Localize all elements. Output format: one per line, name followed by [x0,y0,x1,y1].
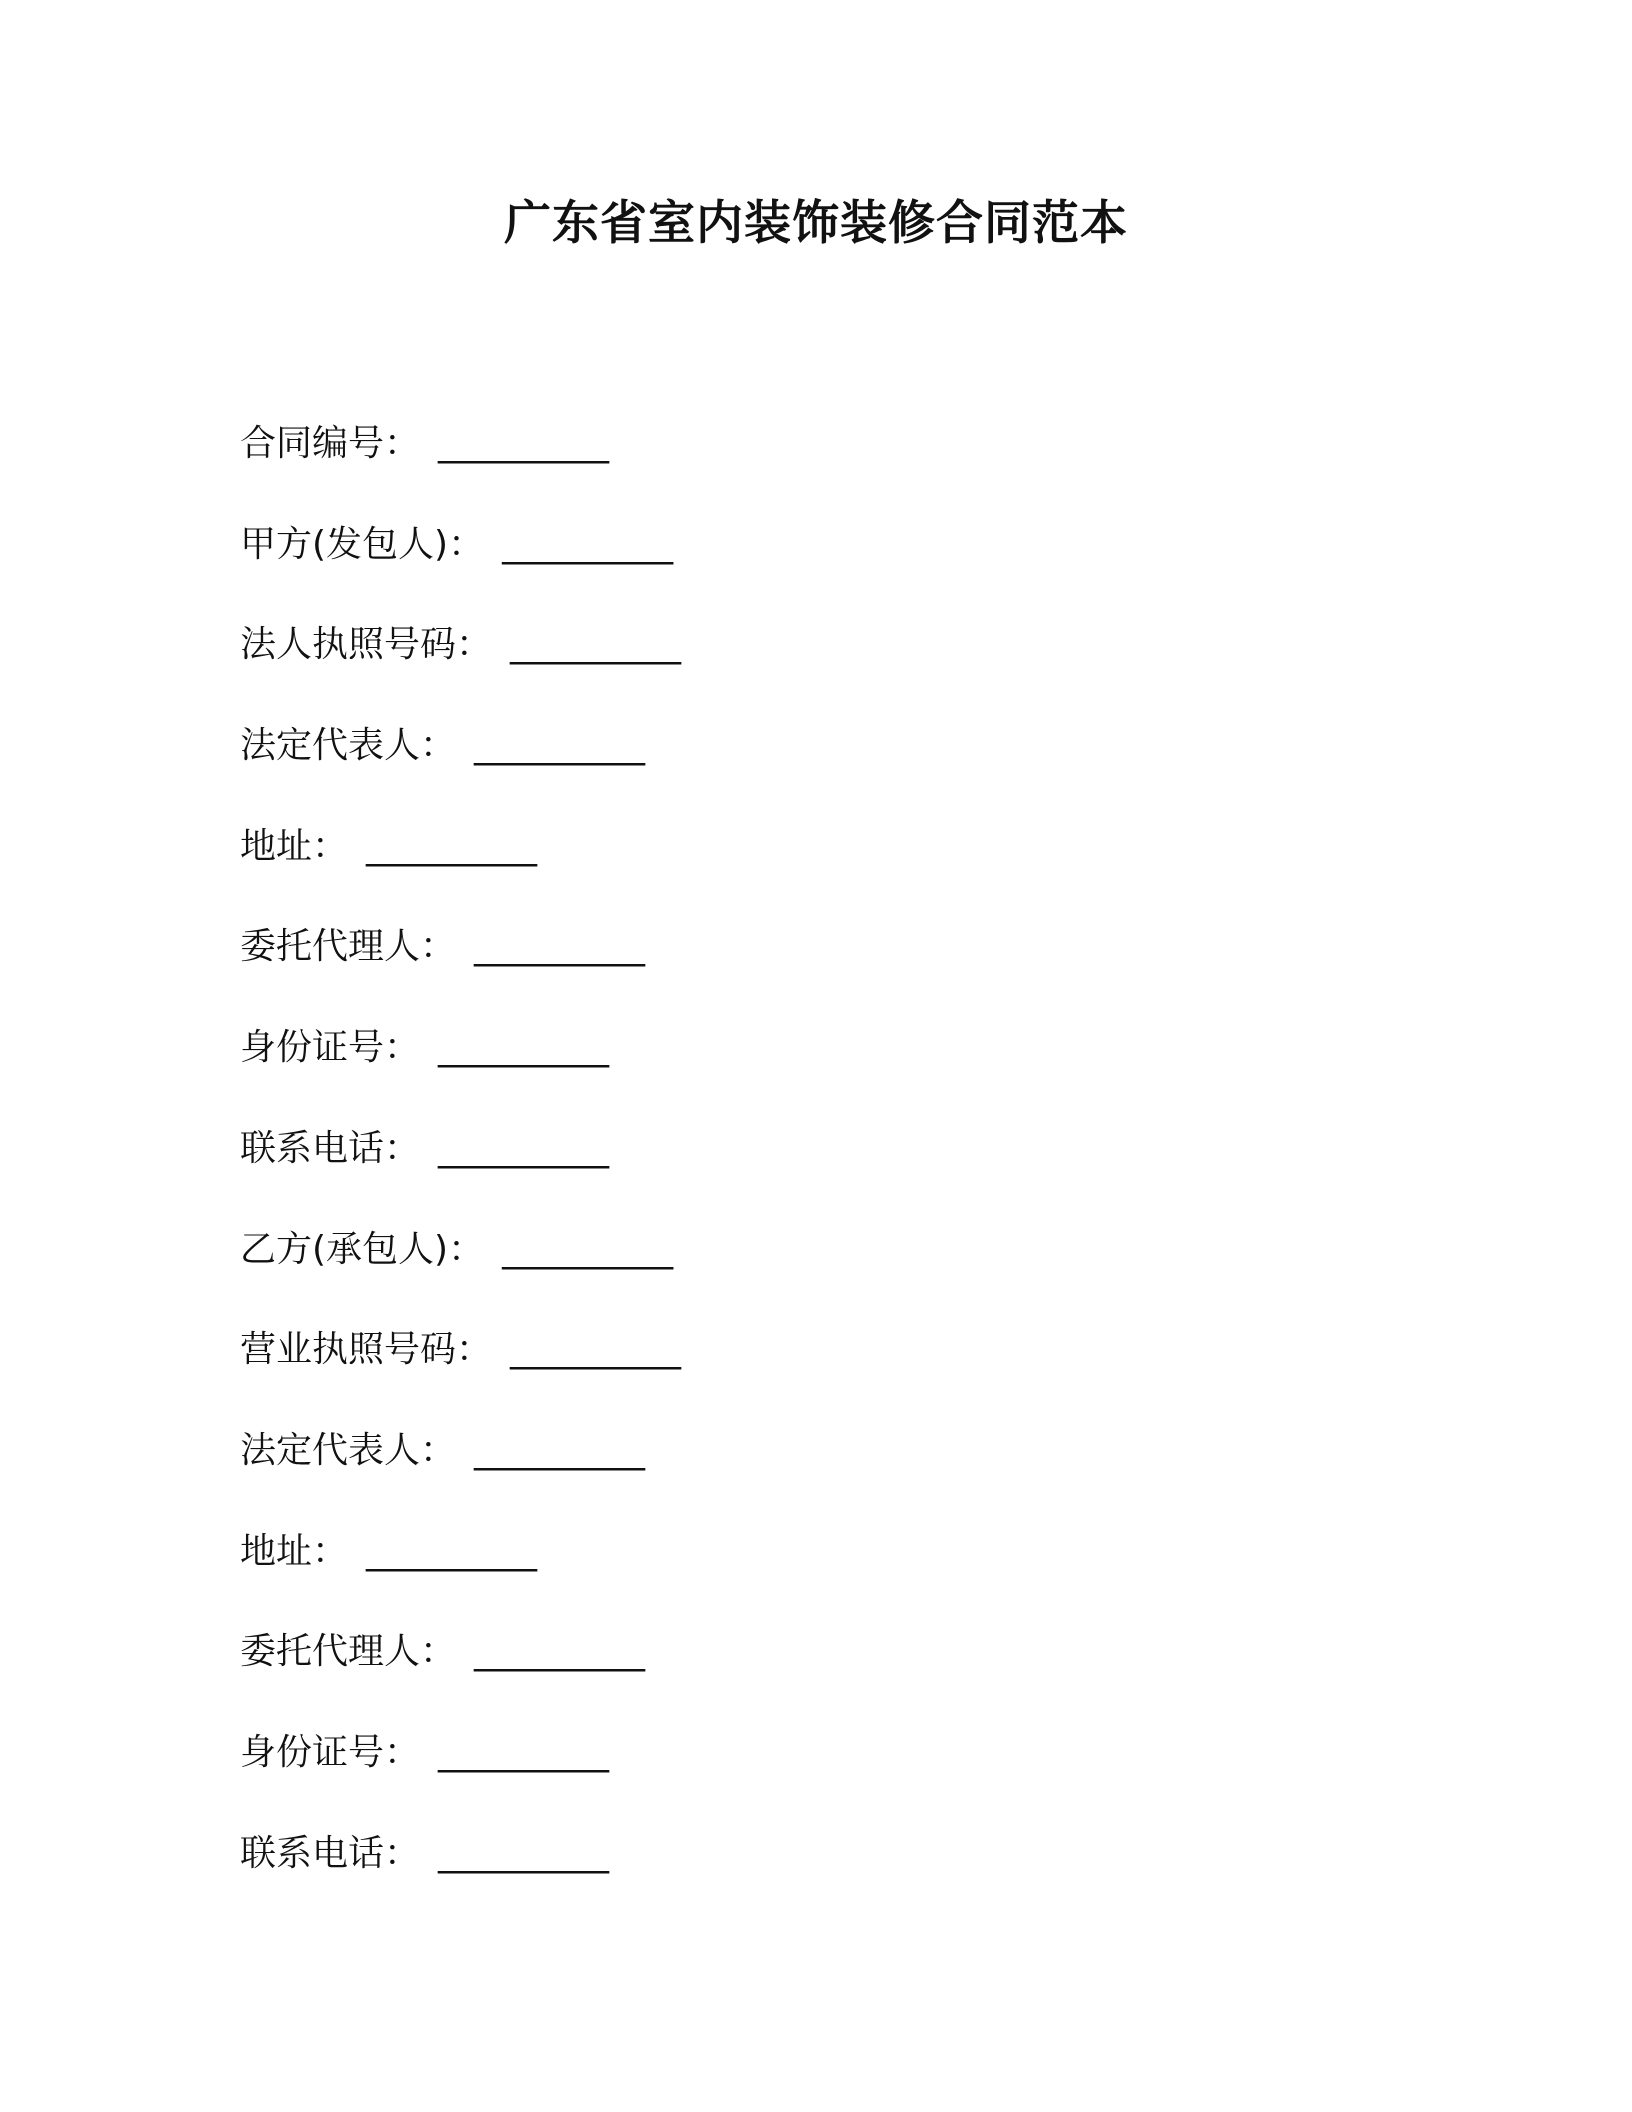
field-party-b-license [240,1320,1440,1421]
field-party-a-legal-rep [240,716,1440,817]
field-label: 法定代表人： [240,725,457,767]
field-contract-number [240,414,1440,515]
field-label: 法定代表人： [240,1429,457,1471]
field-party-a-address [240,817,1440,918]
field-blank: __________ [438,1027,609,1069]
contract-field-list [240,414,1440,1924]
field-label: 甲方(发包人)： [240,523,485,565]
field-party-b-phone [240,1824,1440,1925]
field-party-b [240,1220,1440,1321]
field-blank: __________ [510,1329,681,1371]
field-blank: __________ [474,1631,645,1673]
field-blank: __________ [510,624,681,666]
field-label: 地址： [240,1530,349,1572]
field-party-a-phone [240,1119,1440,1220]
field-party-a [240,515,1440,616]
field-blank: __________ [502,1228,673,1270]
field-party-a-id-number [240,1018,1440,1119]
field-blank: __________ [366,1530,537,1572]
field-blank: __________ [474,926,645,968]
field-blank: __________ [438,1832,609,1874]
field-label: 委托代理人： [240,926,457,968]
field-label: 地址： [240,825,349,867]
field-label: 身份证号： [240,1731,421,1773]
field-blank: __________ [438,1127,609,1169]
field-party-a-license [240,615,1440,716]
field-label: 乙方(承包人)： [240,1228,485,1270]
field-label: 联系电话： [240,1127,421,1169]
field-label: 委托代理人： [240,1631,457,1673]
document-title: 广东省室内装饰装修合同范本 [504,196,1128,251]
field-blank: __________ [438,1731,609,1773]
field-blank: __________ [366,825,537,867]
field-party-b-agent [240,1622,1440,1723]
field-blank: __________ [438,423,609,464]
field-label: 身份证号： [240,1027,421,1069]
field-blank: __________ [474,1429,645,1471]
field-label: 联系电话： [240,1832,421,1874]
field-blank: __________ [502,523,673,565]
field-label: 营业执照号码： [240,1329,493,1371]
field-party-b-address [240,1522,1440,1623]
field-party-b-legal-rep [240,1421,1440,1522]
field-blank: __________ [474,725,645,767]
field-party-b-id-number [240,1723,1440,1824]
field-party-a-agent [240,917,1440,1018]
field-label: 合同编号： [240,423,421,464]
field-label: 法人执照号码： [240,624,493,666]
